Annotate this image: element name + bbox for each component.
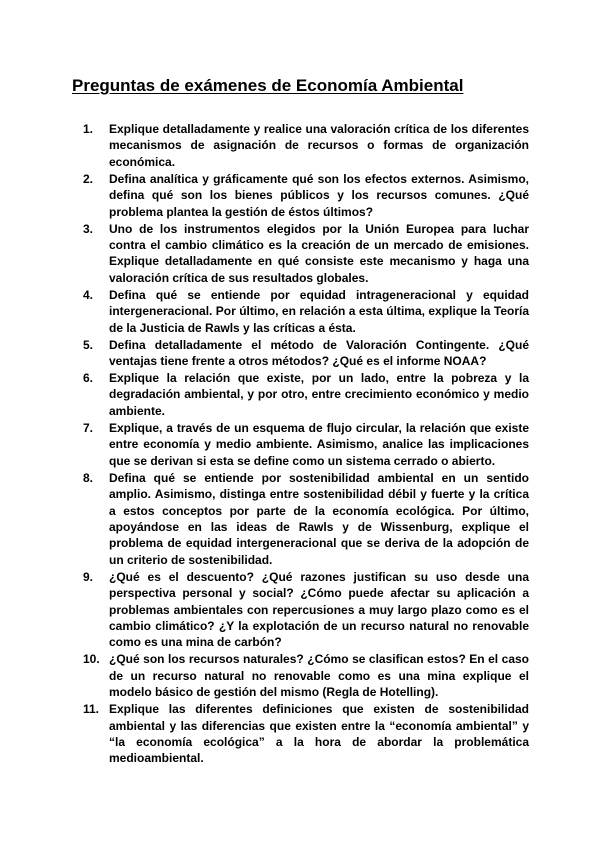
question-item [83, 221, 529, 287]
question-item [83, 287, 529, 336]
question-number: 9. [83, 569, 94, 584]
question-text: Defina detalladamente el método de Valoración Contingente. ¿Qué ventajas tiene frente a otros métodos? ¿Qué es el informe NOAA? [109, 337, 529, 369]
question-item [83, 337, 529, 370]
question-item [83, 569, 529, 651]
question-number: 6. [83, 371, 94, 386]
question-item [83, 701, 529, 767]
question-text: Explique la relación que existe, por un lado, entre la pobreza y la degradación ambiental, y por otro, entre crecimiento económico y medio ambiente. [109, 371, 529, 418]
question-number: 5. [83, 337, 94, 352]
question-text: Explique, a través de un esquema de flujo circular, la relación que existe entre economía y medio ambiente. Asimismo, analice las implicaciones que se derivan si esta se define como un sistema cerrado o abierto. [109, 420, 529, 468]
question-item [83, 651, 529, 700]
question-text: Explique las diferentes definiciones que existen de sostenibilidad ambiental y las diferencias que existen entre la “economía ambiental” y “la economía ecológica” a la hora de abordar la problemática medioambiental. [109, 702, 529, 766]
question-number: 11. [83, 702, 100, 717]
question-number: 4. [83, 287, 94, 302]
question-item [83, 171, 529, 220]
question-text: ¿Qué es el descuento? ¿Qué razones justifican su uso desde una perspectiva personal y social? ¿Cómo puede afectar su aplicación a problemas ambientales con repercusiones a muy largo plazo como es el cambio climático? ¿Y la explotación de un recurso natural no renovable como es una mina de carbón? [109, 569, 529, 650]
question-text: Defina qué se entiende por equidad intrageneracional y equidad intergeneracional. Por último, en relación a esta última, explique la Teoría de la Justicia de Rawls y las críticas a ésta. [109, 287, 529, 335]
question-text: Defina qué se entiende por sostenibilidad ambiental en un sentido amplio. Asimismo, distinga entre sostenibilidad débil y fuerte y la crítica a estos conceptos por parte de la economía ecológica. Por último, apoyándose en las ideas de Rawls y de Wissenburg, explique el problema de equidad intergeneracional que se deriva de la adopción de un criterio de sostenibilidad. [109, 470, 529, 567]
question-item [83, 470, 529, 568]
page-title: Preguntas de exámenes de Economía Ambiental [72, 76, 464, 95]
question-number: 1. [83, 122, 94, 136]
question-list [83, 121, 529, 767]
question-number: 2. [83, 171, 94, 186]
question-number: 10. [83, 652, 100, 667]
question-number: 7. [83, 420, 94, 435]
question-text: ¿Qué son los recursos naturales? ¿Cómo se clasifican estos? En el caso de un recurso natural no renovable como es una mina explique el modelo básico de gestión del mismo (Regla de Hotelling). [109, 652, 529, 700]
question-text: Uno de los instrumentos elegidos por la Unión Europea para luchar contra el cambio climático es la creación de un mercado de emisiones. Explique detalladamente en qué consiste este mecanismo y haga una valoración crítica de sus resultados globales. [109, 221, 529, 285]
question-item [83, 420, 529, 469]
question-text: Defina analítica y gráficamente qué son los efectos externos. Asimismo, defina qué son los bienes públicos y los recursos comunes. ¿Qué problema plantea la gestión de éstos últimos? [109, 171, 529, 219]
question-item [83, 121, 529, 170]
question-number: 3. [83, 221, 94, 236]
question-text: Explique detalladamente y realice una valoración crítica de los diferentes mecanismos de asignación de recursos o formas de organización económica. [109, 122, 529, 169]
question-number: 8. [83, 470, 94, 485]
question-item [83, 370, 529, 419]
